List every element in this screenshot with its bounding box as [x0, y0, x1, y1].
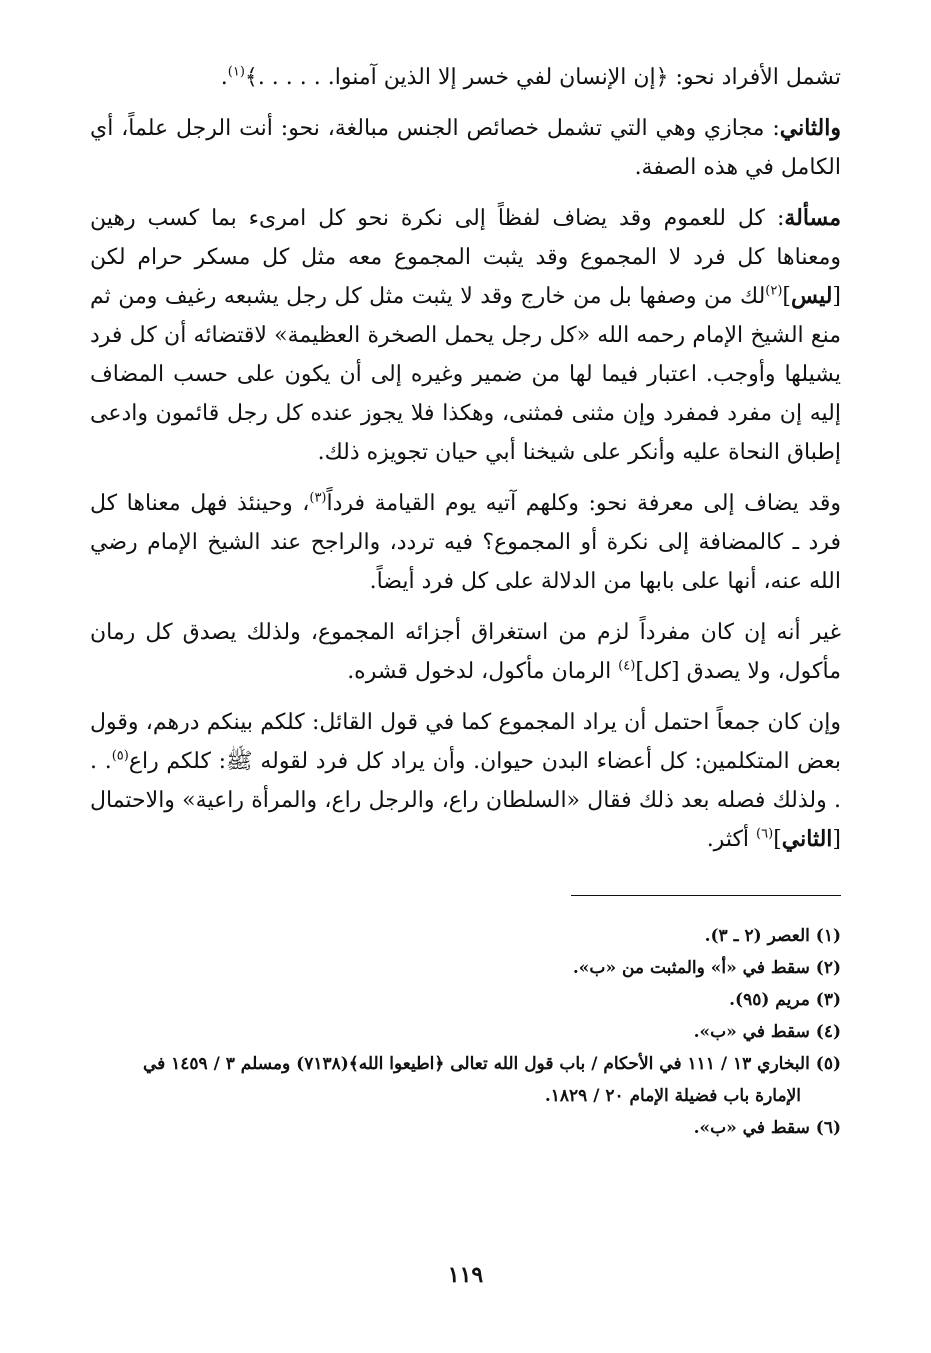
- footnote-5: (٥) البخاري ١٣ / ١١١ في الأحكام / باب قول الله تعالى ﴿اطيعوا الله﴾(٧١٣٨) ومسلم ٣ / ١٤٥٩ في: [142, 1054, 841, 1074]
- paragraph-6-text-a: وإن كان جمعاً احتمل أن يراد المجموع كما في قول القائل: كلكم بينكم درهم، وقول بعض المتكلمين: كل أعضاء البدن حيوان. وأن يراد كل فرد لقوله ﷺ: كلكم راع: [90, 710, 841, 774]
- footnote-4: (٤) سقط في «ب».: [693, 1022, 841, 1042]
- paragraph-5-text-b: الرمان مأكول، لدخول قشره.: [347, 659, 619, 684]
- paragraph-6-text-d: أكثر.: [706, 827, 757, 852]
- paragraph-6-text-c: ]: [773, 827, 782, 852]
- paragraph-6-bold-word: الثاني: [781, 826, 833, 852]
- paragraph-5: [90, 613, 841, 691]
- footnote-ref-4: (٤): [618, 658, 636, 674]
- paragraph-6: [90, 703, 841, 859]
- paragraph-3-bold-word: ليس: [791, 283, 833, 309]
- paragraph-3-text-c: لك من وصفها بل من خارج وقد لا يثبت مثل كل رجل يشبعه رغيف ومن ثم منع الشيخ الإمام رحمه الله «كل رجل يحمل الصخرة العظيمة» لاقتضائه أن كل فرد يشيلها وأوجب. اعتبار فيما لها من ضمير وغيره إلى أن يكون على حسب المضاف إليه إن مفرد فمفرد وإن مثنى فمثنى، وهكذا فلا يجوز عنده كل رجل قائمون وادعى إطباق النحاة عليه وأنكر على شيخنا أبي حيان تجويزه ذلك.: [90, 284, 841, 465]
- paragraph-4-text-b: ، وحينئذ فهل معناها كل فرد ـ كالمضافة إلى نكرة أو المجموع؟ فيه تردد، والراجح عند الشيخ الإمام رضي الله عنه، أنها على بابها من الدلالة على كل فرد أيضاً.: [90, 491, 841, 594]
- page-number: ١١٩: [447, 1262, 484, 1288]
- footnote-1: (١) العصر (٢ ـ ٣).: [704, 926, 841, 946]
- main-text: [90, 58, 841, 859]
- document-page: [90, 58, 841, 1353]
- paragraph-4-text-a: وقد يضاف إلى معرفة نحو: وكلهم آتيه يوم القيامة فرداً: [326, 491, 842, 516]
- footnote-6: (٦) سقط في «ب».: [693, 1118, 841, 1138]
- paragraph-1-end: .: [220, 65, 228, 90]
- footnote-3: (٣) مريم (٩٥).: [729, 990, 841, 1010]
- paragraph-2-lead: والثاني: [779, 115, 841, 141]
- paragraph-6-text-b: . . . ولذلك فصله بعد ذلك فقال «السلطان راع، والرجل راع، والمرأة راعية» والاحتمال [: [90, 749, 841, 852]
- paragraph-2: [90, 109, 841, 187]
- footnote-ref-3: (٣): [309, 490, 327, 506]
- paragraph-3-text-b: ]: [782, 284, 792, 309]
- footnote-ref-5: (٥): [111, 748, 129, 764]
- paragraph-3-text-a: : كل للعموم وقد يضاف لفظاً إلى نكرة نحو كل امرىء بما كسب رهين ومعناها كل فرد لا المجموع وقد يثبت المجموع معه مثل كل مسكر حرام لكن [: [90, 206, 841, 309]
- footnote-ref-6: (٦): [756, 826, 774, 842]
- footnote-5-continued: الإمارة باب فضيلة الإمام ٢٠ / ١٨٢٩.: [544, 1086, 801, 1106]
- paragraph-3-lead: مسألة: [784, 205, 841, 231]
- footnote-divider: [571, 895, 841, 896]
- paragraph-3: [90, 199, 841, 472]
- paragraph-2-text: : مجازي وهي التي تشمل خصائص الجنس مبالغة، نحو: أنت الرجل علماً، أي الكامل في هذه الصفة.: [90, 116, 841, 180]
- footnote-2: (٢) سقط في «أ» والمثبت من «ب».: [572, 958, 841, 978]
- footnote-ref-1: (١): [227, 64, 245, 80]
- footnote-ref-2: (٢): [765, 283, 783, 299]
- paragraph-1-text: تشمل الأفراد نحو: ﴿إن الإنسان لفي خسر إلا الذين آمنوا. . . . . .﴾: [244, 65, 841, 90]
- paragraph-5-text-a: غير أنه إن كان مفرداً لزم من استغراق أجزائه المجموع، ولذلك يصدق كل رمان مأكول، ولا يصدق [كل]: [90, 620, 841, 684]
- footnotes: [90, 920, 841, 1144]
- paragraph-4: [90, 484, 841, 601]
- paragraph-1: [90, 58, 841, 97]
